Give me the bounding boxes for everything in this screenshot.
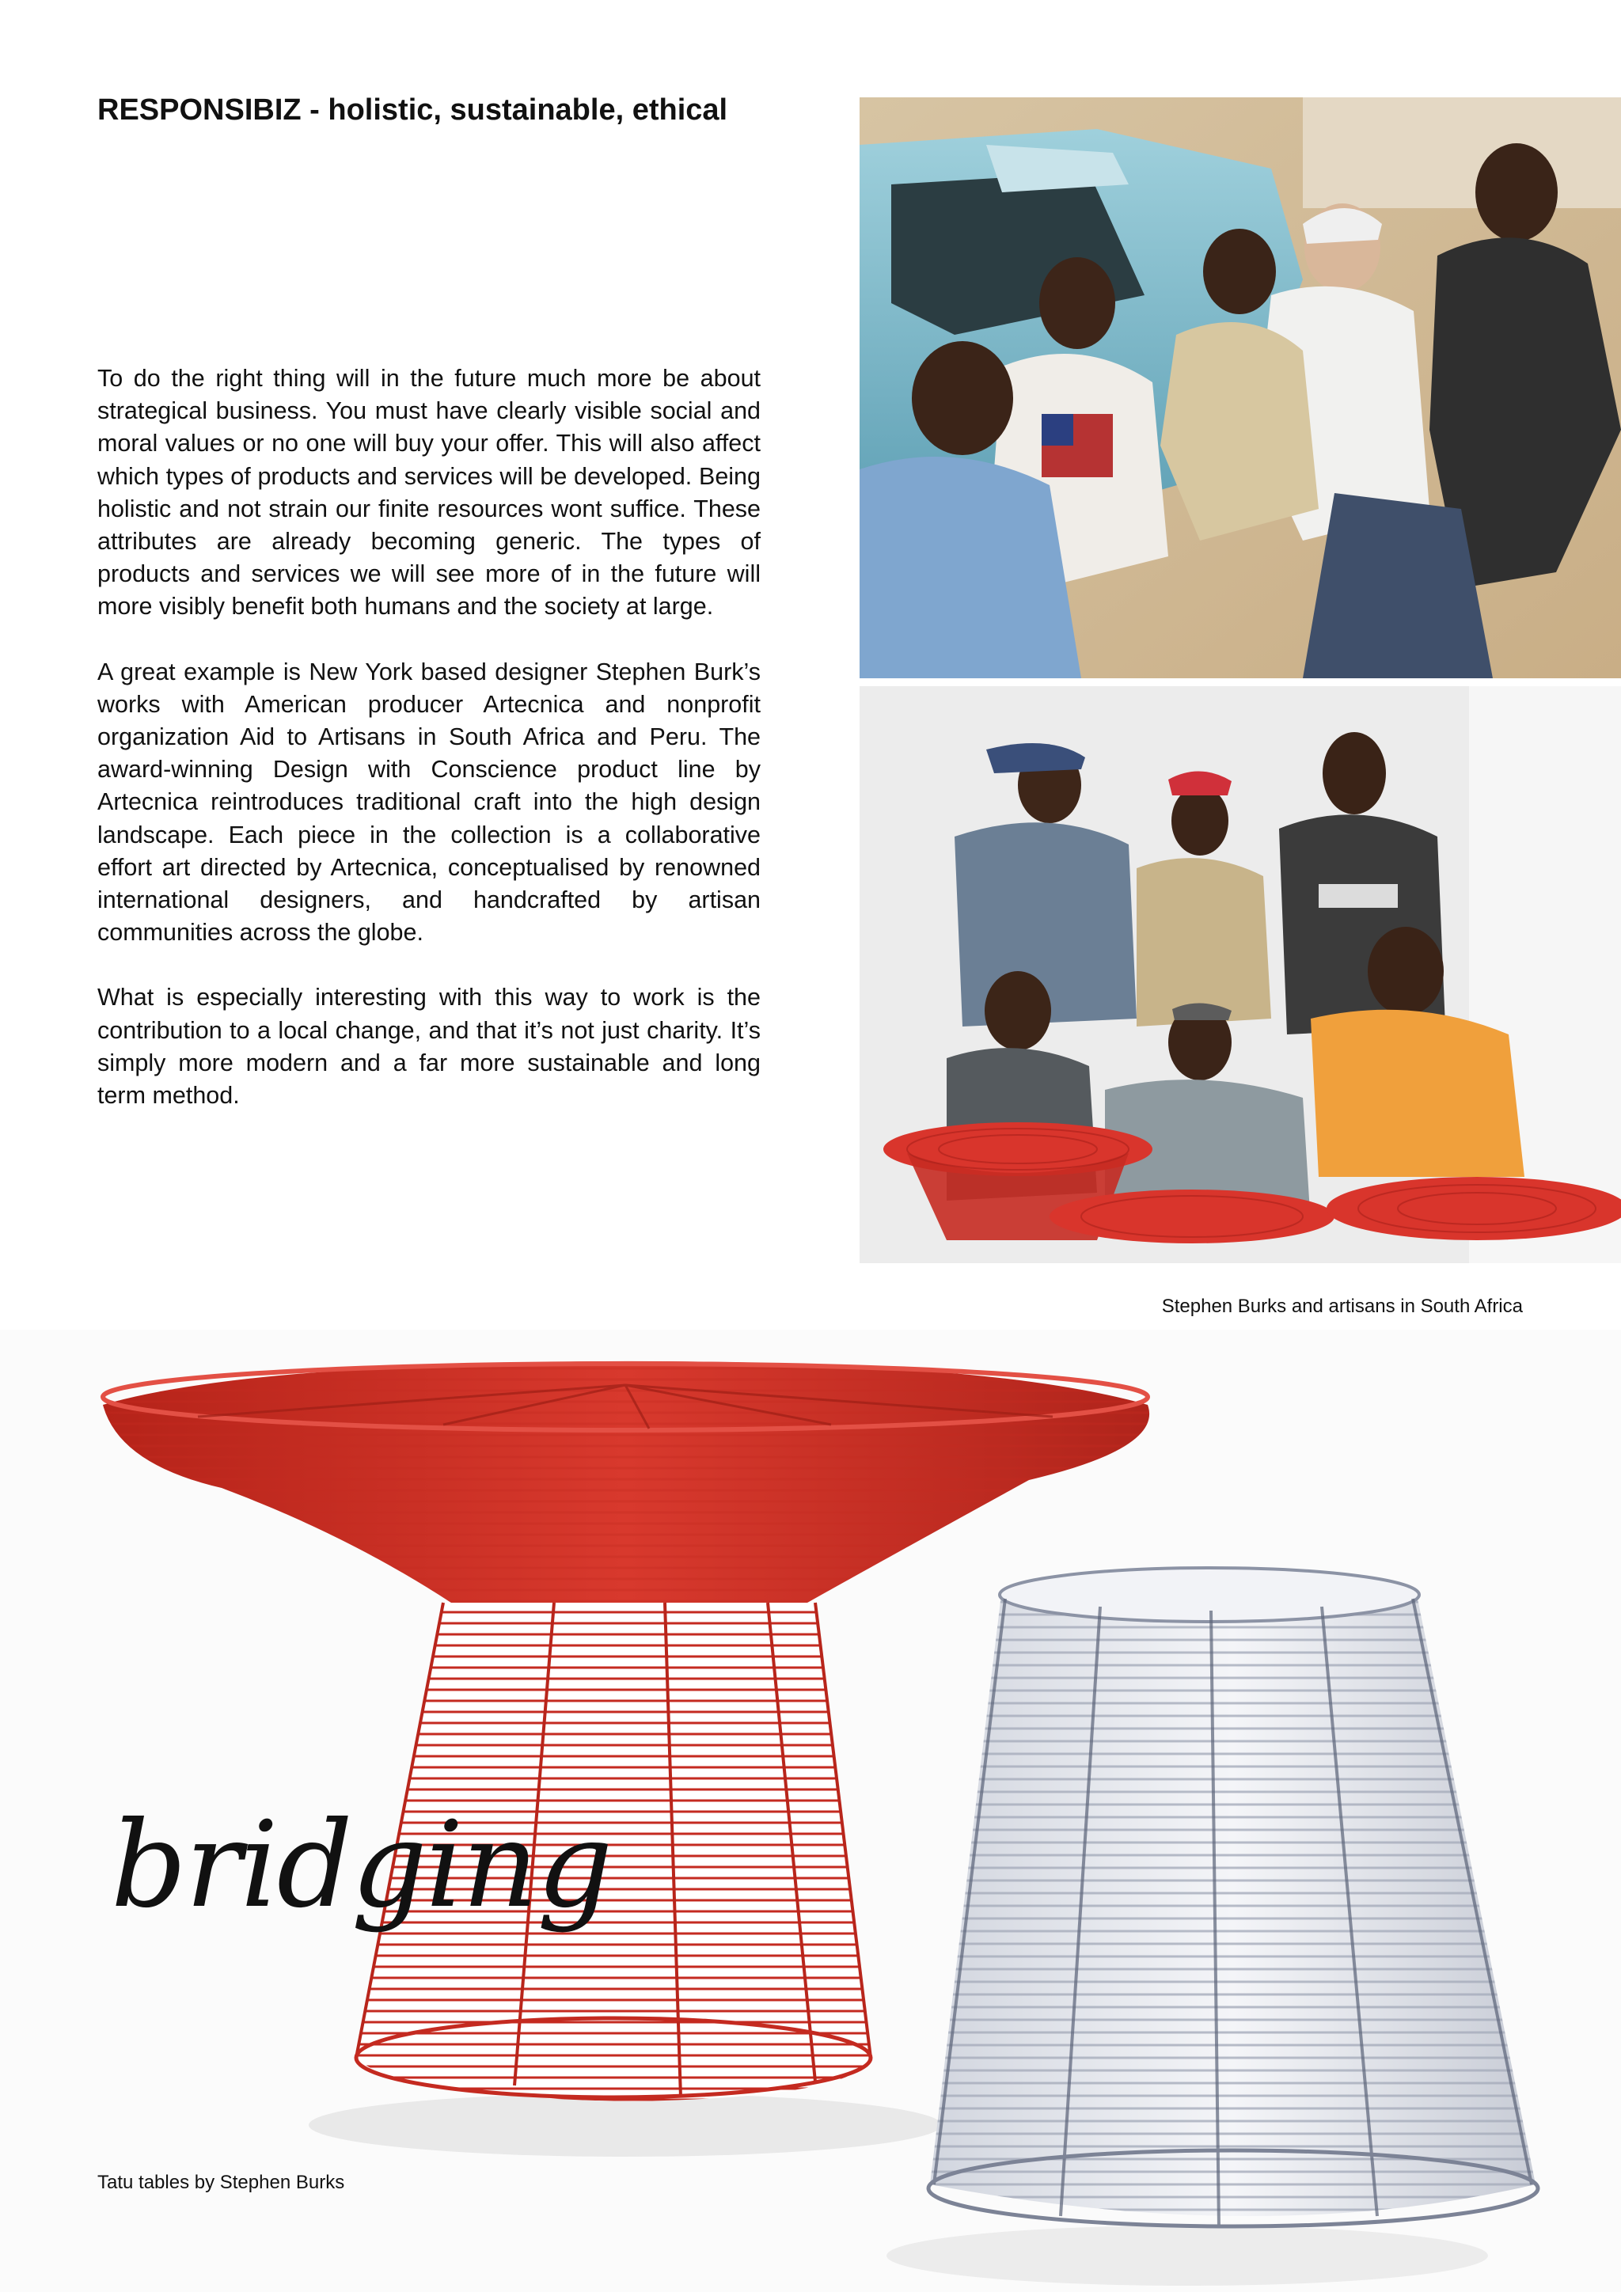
paragraph: A great example is New York based designer Stephen Burk’s works with American producer Artecnica and nonprofit organization Aid to Artisans in South Africa and Peru. The award-winning Design with Conscience product line by Artecnica reintroduces traditional craft into the high design landscape. Each piece in the collection is a collaborative effort art directed by Artecnica, conceptualised by renowned international designers, and handcrafted by artisan communities across the globe. [97, 658, 761, 947]
photo-caption: Stephen Burks and artisans in South Africa [1161, 1296, 1523, 1317]
tables-caption: Tatu tables by Stephen Burks [97, 2172, 345, 2193]
artisans-car-photo-graphic [860, 97, 1621, 678]
paragraph: What is especially interesting with this way to work is the contribution to a local change, and that it’s not just charity. It’s simply more modern and a far more sustainable and long term method. [97, 984, 761, 1110]
page-heading: RESPONSIBIZ - holistic, sustainable, ethical [97, 93, 728, 127]
article-body [97, 362, 761, 1144]
script-word: bridging [111, 1797, 612, 1934]
artisans-group-photo-graphic [860, 686, 1621, 1263]
artisans-car-photo [860, 97, 1621, 678]
artisans-group-photo [860, 686, 1621, 1263]
paragraph: To do the right thing will in the future much more be about strategical business. You must have clearly visible social and moral values or no one will buy your offer. This will also affect which types of products and services will be developed. Being holistic and not strain our finite resources wont suffice. These attributes are already becoming generic. The types of products and services we will see more of in the future will more visibly benefit both humans and the society at large. [97, 365, 761, 620]
